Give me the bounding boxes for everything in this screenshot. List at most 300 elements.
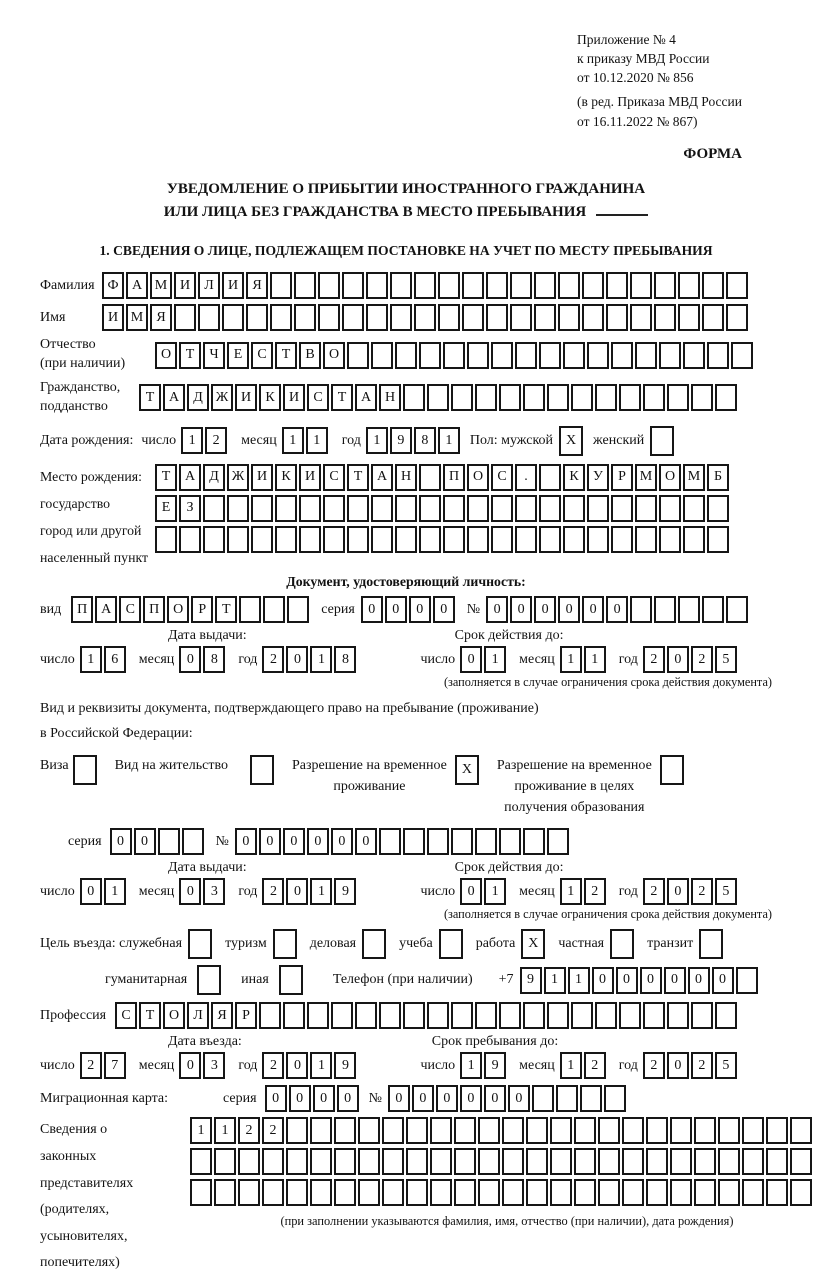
form-cell[interactable] — [622, 1117, 644, 1144]
form-cell[interactable] — [358, 1179, 380, 1206]
form-cell[interactable] — [502, 1148, 524, 1175]
form-cell[interactable]: 1 — [484, 878, 506, 905]
form-cell[interactable]: 1 — [560, 878, 582, 905]
form-cell[interactable] — [510, 304, 532, 331]
form-cell[interactable] — [406, 1179, 428, 1206]
form-cell[interactable] — [635, 495, 657, 522]
form-cell[interactable]: Я — [211, 1002, 233, 1029]
form-cell[interactable] — [683, 342, 705, 369]
form-cell[interactable] — [515, 342, 537, 369]
form-cell[interactable] — [526, 1117, 548, 1144]
form-cell[interactable]: 0 — [667, 1052, 689, 1079]
form-cell[interactable]: О — [155, 342, 177, 369]
form-cell[interactable] — [702, 596, 724, 623]
form-cell[interactable]: 3 — [203, 1052, 225, 1079]
form-cell[interactable] — [563, 526, 585, 553]
form-cell[interactable]: Т — [215, 596, 237, 623]
form-cell[interactable]: И — [174, 272, 196, 299]
form-cell[interactable] — [287, 596, 309, 623]
form-cell[interactable] — [227, 495, 249, 522]
form-cell[interactable]: Н — [395, 464, 417, 491]
form-cell[interactable] — [174, 304, 196, 331]
form-cell[interactable]: Т — [139, 384, 161, 411]
form-cell[interactable]: 0 — [307, 828, 329, 855]
form-cell[interactable] — [595, 384, 617, 411]
form-cell[interactable] — [395, 342, 417, 369]
form-cell[interactable] — [742, 1148, 764, 1175]
form-cell[interactable] — [259, 1002, 281, 1029]
form-cell[interactable] — [454, 1148, 476, 1175]
form-cell[interactable]: О — [467, 464, 489, 491]
form-cell[interactable] — [622, 1179, 644, 1206]
form-cell[interactable]: Я — [246, 272, 268, 299]
form-cell[interactable] — [419, 526, 441, 553]
form-cell[interactable] — [659, 495, 681, 522]
form-cell[interactable]: И — [235, 384, 257, 411]
form-cell[interactable] — [275, 495, 297, 522]
form-cell[interactable]: 2 — [80, 1052, 102, 1079]
form-cell[interactable] — [667, 384, 689, 411]
form-cell[interactable]: Ж — [211, 384, 233, 411]
form-cell[interactable]: 1 — [214, 1117, 236, 1144]
form-cell[interactable] — [478, 1148, 500, 1175]
form-cell[interactable] — [643, 384, 665, 411]
form-cell[interactable] — [366, 304, 388, 331]
form-cell[interactable]: 0 — [582, 596, 604, 623]
form-cell[interactable]: 5 — [715, 646, 737, 673]
form-cell[interactable]: 2 — [643, 878, 665, 905]
form-cell[interactable]: 0 — [667, 646, 689, 673]
form-cell[interactable] — [547, 384, 569, 411]
form-cell[interactable] — [790, 1179, 812, 1206]
checkbox-cell[interactable]: X — [559, 426, 583, 456]
form-cell[interactable]: 0 — [179, 646, 201, 673]
form-cell[interactable] — [534, 304, 556, 331]
form-cell[interactable] — [582, 272, 604, 299]
form-cell[interactable]: М — [126, 304, 148, 331]
form-cell[interactable]: Ж — [227, 464, 249, 491]
form-cell[interactable]: 0 — [361, 596, 383, 623]
form-cell[interactable]: 0 — [179, 1052, 201, 1079]
form-cell[interactable] — [310, 1117, 332, 1144]
form-cell[interactable] — [646, 1117, 668, 1144]
form-cell[interactable] — [715, 1002, 737, 1029]
form-cell[interactable] — [499, 384, 521, 411]
form-cell[interactable] — [307, 1002, 329, 1029]
form-cell[interactable] — [635, 342, 657, 369]
checkbox-cell[interactable] — [660, 755, 684, 785]
form-cell[interactable]: 0 — [286, 1052, 308, 1079]
form-cell[interactable] — [475, 1002, 497, 1029]
form-cell[interactable]: О — [323, 342, 345, 369]
form-cell[interactable] — [406, 1117, 428, 1144]
checkbox-cell[interactable] — [250, 755, 274, 785]
form-cell[interactable] — [702, 272, 724, 299]
form-cell[interactable]: 6 — [104, 646, 126, 673]
checkbox-cell[interactable] — [362, 929, 386, 959]
form-cell[interactable] — [462, 304, 484, 331]
form-cell[interactable]: М — [683, 464, 705, 491]
form-cell[interactable]: Р — [191, 596, 213, 623]
form-cell[interactable] — [532, 1085, 554, 1112]
form-cell[interactable] — [766, 1117, 788, 1144]
form-cell[interactable] — [299, 495, 321, 522]
form-cell[interactable] — [371, 526, 393, 553]
form-cell[interactable] — [334, 1148, 356, 1175]
form-cell[interactable] — [478, 1117, 500, 1144]
form-cell[interactable] — [587, 526, 609, 553]
form-cell[interactable]: 8 — [334, 646, 356, 673]
form-cell[interactable] — [222, 304, 244, 331]
form-cell[interactable] — [702, 304, 724, 331]
form-cell[interactable] — [550, 1117, 572, 1144]
form-cell[interactable] — [622, 1148, 644, 1175]
form-cell[interactable] — [491, 495, 513, 522]
form-cell[interactable] — [595, 1002, 617, 1029]
form-cell[interactable] — [539, 495, 561, 522]
form-cell[interactable] — [294, 272, 316, 299]
form-cell[interactable]: 0 — [337, 1085, 359, 1112]
form-cell[interactable] — [790, 1148, 812, 1175]
form-cell[interactable] — [718, 1117, 740, 1144]
form-cell[interactable]: И — [222, 272, 244, 299]
form-cell[interactable] — [318, 304, 340, 331]
form-cell[interactable] — [619, 384, 641, 411]
form-cell[interactable]: Т — [347, 464, 369, 491]
form-cell[interactable]: Е — [155, 495, 177, 522]
form-cell[interactable] — [574, 1179, 596, 1206]
form-cell[interactable] — [419, 342, 441, 369]
form-cell[interactable] — [502, 1179, 524, 1206]
form-cell[interactable] — [430, 1148, 452, 1175]
form-cell[interactable] — [214, 1179, 236, 1206]
form-cell[interactable]: З — [179, 495, 201, 522]
checkbox-cell[interactable] — [650, 426, 674, 456]
form-cell[interactable]: 0 — [286, 878, 308, 905]
form-cell[interactable] — [726, 596, 748, 623]
form-cell[interactable]: 1 — [181, 427, 203, 454]
form-cell[interactable] — [467, 495, 489, 522]
form-cell[interactable]: 0 — [640, 967, 662, 994]
form-cell[interactable] — [419, 464, 441, 491]
form-cell[interactable]: Ф — [102, 272, 124, 299]
form-cell[interactable] — [203, 526, 225, 553]
form-cell[interactable] — [611, 495, 633, 522]
form-cell[interactable] — [556, 1085, 578, 1112]
form-cell[interactable] — [574, 1117, 596, 1144]
form-cell[interactable] — [403, 828, 425, 855]
form-cell[interactable] — [539, 342, 561, 369]
form-cell[interactable]: 1 — [460, 1052, 482, 1079]
checkbox-cell[interactable] — [610, 929, 634, 959]
form-cell[interactable]: Т — [179, 342, 201, 369]
form-cell[interactable] — [366, 272, 388, 299]
form-cell[interactable] — [323, 526, 345, 553]
form-cell[interactable]: 0 — [134, 828, 156, 855]
form-cell[interactable] — [454, 1117, 476, 1144]
form-cell[interactable]: 1 — [310, 646, 332, 673]
checkbox-cell[interactable] — [699, 929, 723, 959]
form-cell[interactable]: С — [307, 384, 329, 411]
form-cell[interactable] — [718, 1179, 740, 1206]
checkbox-cell[interactable]: X — [521, 929, 545, 959]
form-cell[interactable]: О — [659, 464, 681, 491]
form-cell[interactable]: 0 — [331, 828, 353, 855]
form-cell[interactable] — [239, 596, 261, 623]
form-cell[interactable] — [587, 342, 609, 369]
form-cell[interactable]: 0 — [667, 878, 689, 905]
form-cell[interactable]: 0 — [385, 596, 407, 623]
form-cell[interactable] — [630, 304, 652, 331]
form-cell[interactable] — [670, 1148, 692, 1175]
form-cell[interactable] — [286, 1117, 308, 1144]
form-cell[interactable]: 0 — [259, 828, 281, 855]
form-cell[interactable]: И — [102, 304, 124, 331]
form-cell[interactable]: П — [143, 596, 165, 623]
form-cell[interactable] — [158, 828, 180, 855]
form-cell[interactable]: Т — [331, 384, 353, 411]
form-cell[interactable] — [635, 526, 657, 553]
form-cell[interactable] — [523, 828, 545, 855]
form-cell[interactable]: 0 — [688, 967, 710, 994]
form-cell[interactable] — [451, 828, 473, 855]
form-cell[interactable]: Д — [203, 464, 225, 491]
form-cell[interactable] — [582, 304, 604, 331]
form-cell[interactable]: 9 — [520, 967, 542, 994]
form-cell[interactable]: 0 — [436, 1085, 458, 1112]
form-cell[interactable]: 0 — [355, 828, 377, 855]
form-cell[interactable] — [414, 304, 436, 331]
form-cell[interactable] — [403, 384, 425, 411]
form-cell[interactable]: 3 — [203, 878, 225, 905]
form-cell[interactable] — [707, 495, 729, 522]
form-cell[interactable] — [438, 272, 460, 299]
form-cell[interactable]: Т — [139, 1002, 161, 1029]
form-cell[interactable]: . — [515, 464, 537, 491]
form-cell[interactable] — [379, 828, 401, 855]
form-cell[interactable]: 5 — [715, 1052, 737, 1079]
form-cell[interactable]: Е — [227, 342, 249, 369]
checkbox-cell[interactable]: X — [455, 755, 479, 785]
form-cell[interactable] — [454, 1179, 476, 1206]
form-cell[interactable]: 0 — [664, 967, 686, 994]
form-cell[interactable]: С — [251, 342, 273, 369]
form-cell[interactable]: 1 — [282, 427, 304, 454]
form-cell[interactable] — [486, 304, 508, 331]
form-cell[interactable] — [547, 1002, 569, 1029]
form-cell[interactable] — [523, 384, 545, 411]
form-cell[interactable]: 8 — [414, 427, 436, 454]
form-cell[interactable] — [342, 272, 364, 299]
form-cell[interactable]: 7 — [104, 1052, 126, 1079]
form-cell[interactable]: С — [115, 1002, 137, 1029]
form-cell[interactable] — [403, 1002, 425, 1029]
form-cell[interactable] — [358, 1148, 380, 1175]
form-cell[interactable] — [331, 1002, 353, 1029]
form-cell[interactable]: 9 — [334, 878, 356, 905]
form-cell[interactable]: 0 — [460, 1085, 482, 1112]
form-cell[interactable]: Н — [379, 384, 401, 411]
form-cell[interactable] — [547, 828, 569, 855]
form-cell[interactable] — [510, 272, 532, 299]
form-cell[interactable] — [262, 1179, 284, 1206]
form-cell[interactable] — [502, 1117, 524, 1144]
form-cell[interactable]: С — [491, 464, 513, 491]
form-cell[interactable] — [395, 495, 417, 522]
form-cell[interactable] — [670, 1117, 692, 1144]
form-cell[interactable] — [558, 272, 580, 299]
checkbox-cell[interactable] — [279, 965, 303, 995]
form-cell[interactable] — [475, 828, 497, 855]
form-cell[interactable]: 0 — [592, 967, 614, 994]
form-cell[interactable] — [726, 272, 748, 299]
form-cell[interactable] — [736, 967, 758, 994]
form-cell[interactable] — [606, 304, 628, 331]
form-cell[interactable] — [718, 1148, 740, 1175]
form-cell[interactable]: 0 — [510, 596, 532, 623]
form-cell[interactable]: Ч — [203, 342, 225, 369]
form-cell[interactable] — [310, 1148, 332, 1175]
form-cell[interactable] — [475, 384, 497, 411]
form-cell[interactable]: Т — [275, 342, 297, 369]
form-cell[interactable]: 1 — [80, 646, 102, 673]
form-cell[interactable]: 9 — [484, 1052, 506, 1079]
form-cell[interactable] — [587, 495, 609, 522]
form-cell[interactable] — [766, 1148, 788, 1175]
form-cell[interactable] — [419, 495, 441, 522]
form-cell[interactable]: И — [251, 464, 273, 491]
form-cell[interactable] — [198, 304, 220, 331]
form-cell[interactable]: 0 — [486, 596, 508, 623]
form-cell[interactable]: 2 — [262, 1052, 284, 1079]
form-cell[interactable]: 2 — [643, 1052, 665, 1079]
form-cell[interactable]: 1 — [310, 878, 332, 905]
form-cell[interactable] — [683, 526, 705, 553]
form-cell[interactable] — [550, 1179, 572, 1206]
form-cell[interactable] — [619, 1002, 641, 1029]
form-cell[interactable] — [659, 526, 681, 553]
form-cell[interactable] — [286, 1148, 308, 1175]
form-cell[interactable]: С — [323, 464, 345, 491]
form-cell[interactable] — [263, 596, 285, 623]
form-cell[interactable]: 1 — [366, 427, 388, 454]
form-cell[interactable] — [707, 526, 729, 553]
form-cell[interactable] — [604, 1085, 626, 1112]
form-cell[interactable]: 9 — [334, 1052, 356, 1079]
form-cell[interactable] — [678, 272, 700, 299]
form-cell[interactable]: У — [587, 464, 609, 491]
form-cell[interactable] — [478, 1179, 500, 1206]
form-cell[interactable]: 0 — [460, 646, 482, 673]
checkbox-cell[interactable] — [188, 929, 212, 959]
form-cell[interactable] — [766, 1179, 788, 1206]
form-cell[interactable] — [443, 495, 465, 522]
form-cell[interactable] — [574, 1148, 596, 1175]
form-cell[interactable]: 2 — [238, 1117, 260, 1144]
form-cell[interactable]: Я — [150, 304, 172, 331]
form-cell[interactable]: 2 — [691, 1052, 713, 1079]
form-cell[interactable]: 1 — [544, 967, 566, 994]
form-cell[interactable]: 9 — [390, 427, 412, 454]
form-cell[interactable] — [262, 1148, 284, 1175]
form-cell[interactable] — [270, 304, 292, 331]
form-cell[interactable] — [643, 1002, 665, 1029]
form-cell[interactable] — [390, 304, 412, 331]
form-cell[interactable] — [443, 526, 465, 553]
form-cell[interactable] — [438, 304, 460, 331]
form-cell[interactable]: 1 — [560, 646, 582, 673]
form-cell[interactable] — [726, 304, 748, 331]
form-cell[interactable]: 2 — [262, 646, 284, 673]
form-cell[interactable]: Л — [198, 272, 220, 299]
form-cell[interactable] — [347, 495, 369, 522]
form-cell[interactable] — [611, 342, 633, 369]
form-cell[interactable]: А — [179, 464, 201, 491]
form-cell[interactable] — [238, 1179, 260, 1206]
form-cell[interactable]: 0 — [286, 646, 308, 673]
form-cell[interactable] — [558, 304, 580, 331]
form-cell[interactable]: 0 — [409, 596, 431, 623]
checkbox-cell[interactable] — [273, 929, 297, 959]
form-cell[interactable] — [526, 1179, 548, 1206]
form-cell[interactable] — [342, 304, 364, 331]
form-cell[interactable] — [523, 1002, 545, 1029]
form-cell[interactable] — [382, 1179, 404, 1206]
form-cell[interactable]: 1 — [104, 878, 126, 905]
form-cell[interactable] — [654, 272, 676, 299]
form-cell[interactable]: 0 — [558, 596, 580, 623]
form-cell[interactable] — [491, 342, 513, 369]
form-cell[interactable] — [179, 526, 201, 553]
form-cell[interactable] — [427, 1002, 449, 1029]
form-cell[interactable] — [203, 495, 225, 522]
form-cell[interactable] — [515, 526, 537, 553]
form-cell[interactable] — [334, 1179, 356, 1206]
form-cell[interactable] — [214, 1148, 236, 1175]
form-cell[interactable] — [790, 1117, 812, 1144]
form-cell[interactable] — [707, 342, 729, 369]
form-cell[interactable]: К — [563, 464, 585, 491]
form-cell[interactable]: 1 — [438, 427, 460, 454]
form-cell[interactable] — [294, 304, 316, 331]
form-cell[interactable] — [611, 526, 633, 553]
form-cell[interactable] — [382, 1148, 404, 1175]
form-cell[interactable] — [694, 1148, 716, 1175]
form-cell[interactable] — [683, 495, 705, 522]
form-cell[interactable] — [246, 304, 268, 331]
form-cell[interactable] — [270, 272, 292, 299]
form-cell[interactable] — [534, 272, 556, 299]
form-cell[interactable]: 0 — [534, 596, 556, 623]
form-cell[interactable]: 2 — [262, 1117, 284, 1144]
form-cell[interactable] — [395, 526, 417, 553]
checkbox-cell[interactable] — [439, 929, 463, 959]
form-cell[interactable]: 0 — [606, 596, 628, 623]
form-cell[interactable]: 0 — [712, 967, 734, 994]
form-cell[interactable]: 1 — [310, 1052, 332, 1079]
form-cell[interactable] — [283, 1002, 305, 1029]
form-cell[interactable] — [571, 1002, 593, 1029]
form-cell[interactable] — [678, 304, 700, 331]
form-cell[interactable]: 0 — [265, 1085, 287, 1112]
form-cell[interactable]: 2 — [584, 1052, 606, 1079]
form-cell[interactable]: 0 — [289, 1085, 311, 1112]
form-cell[interactable]: 1 — [484, 646, 506, 673]
form-cell[interactable] — [451, 1002, 473, 1029]
form-cell[interactable] — [190, 1148, 212, 1175]
form-cell[interactable]: 0 — [460, 878, 482, 905]
form-cell[interactable]: 2 — [205, 427, 227, 454]
